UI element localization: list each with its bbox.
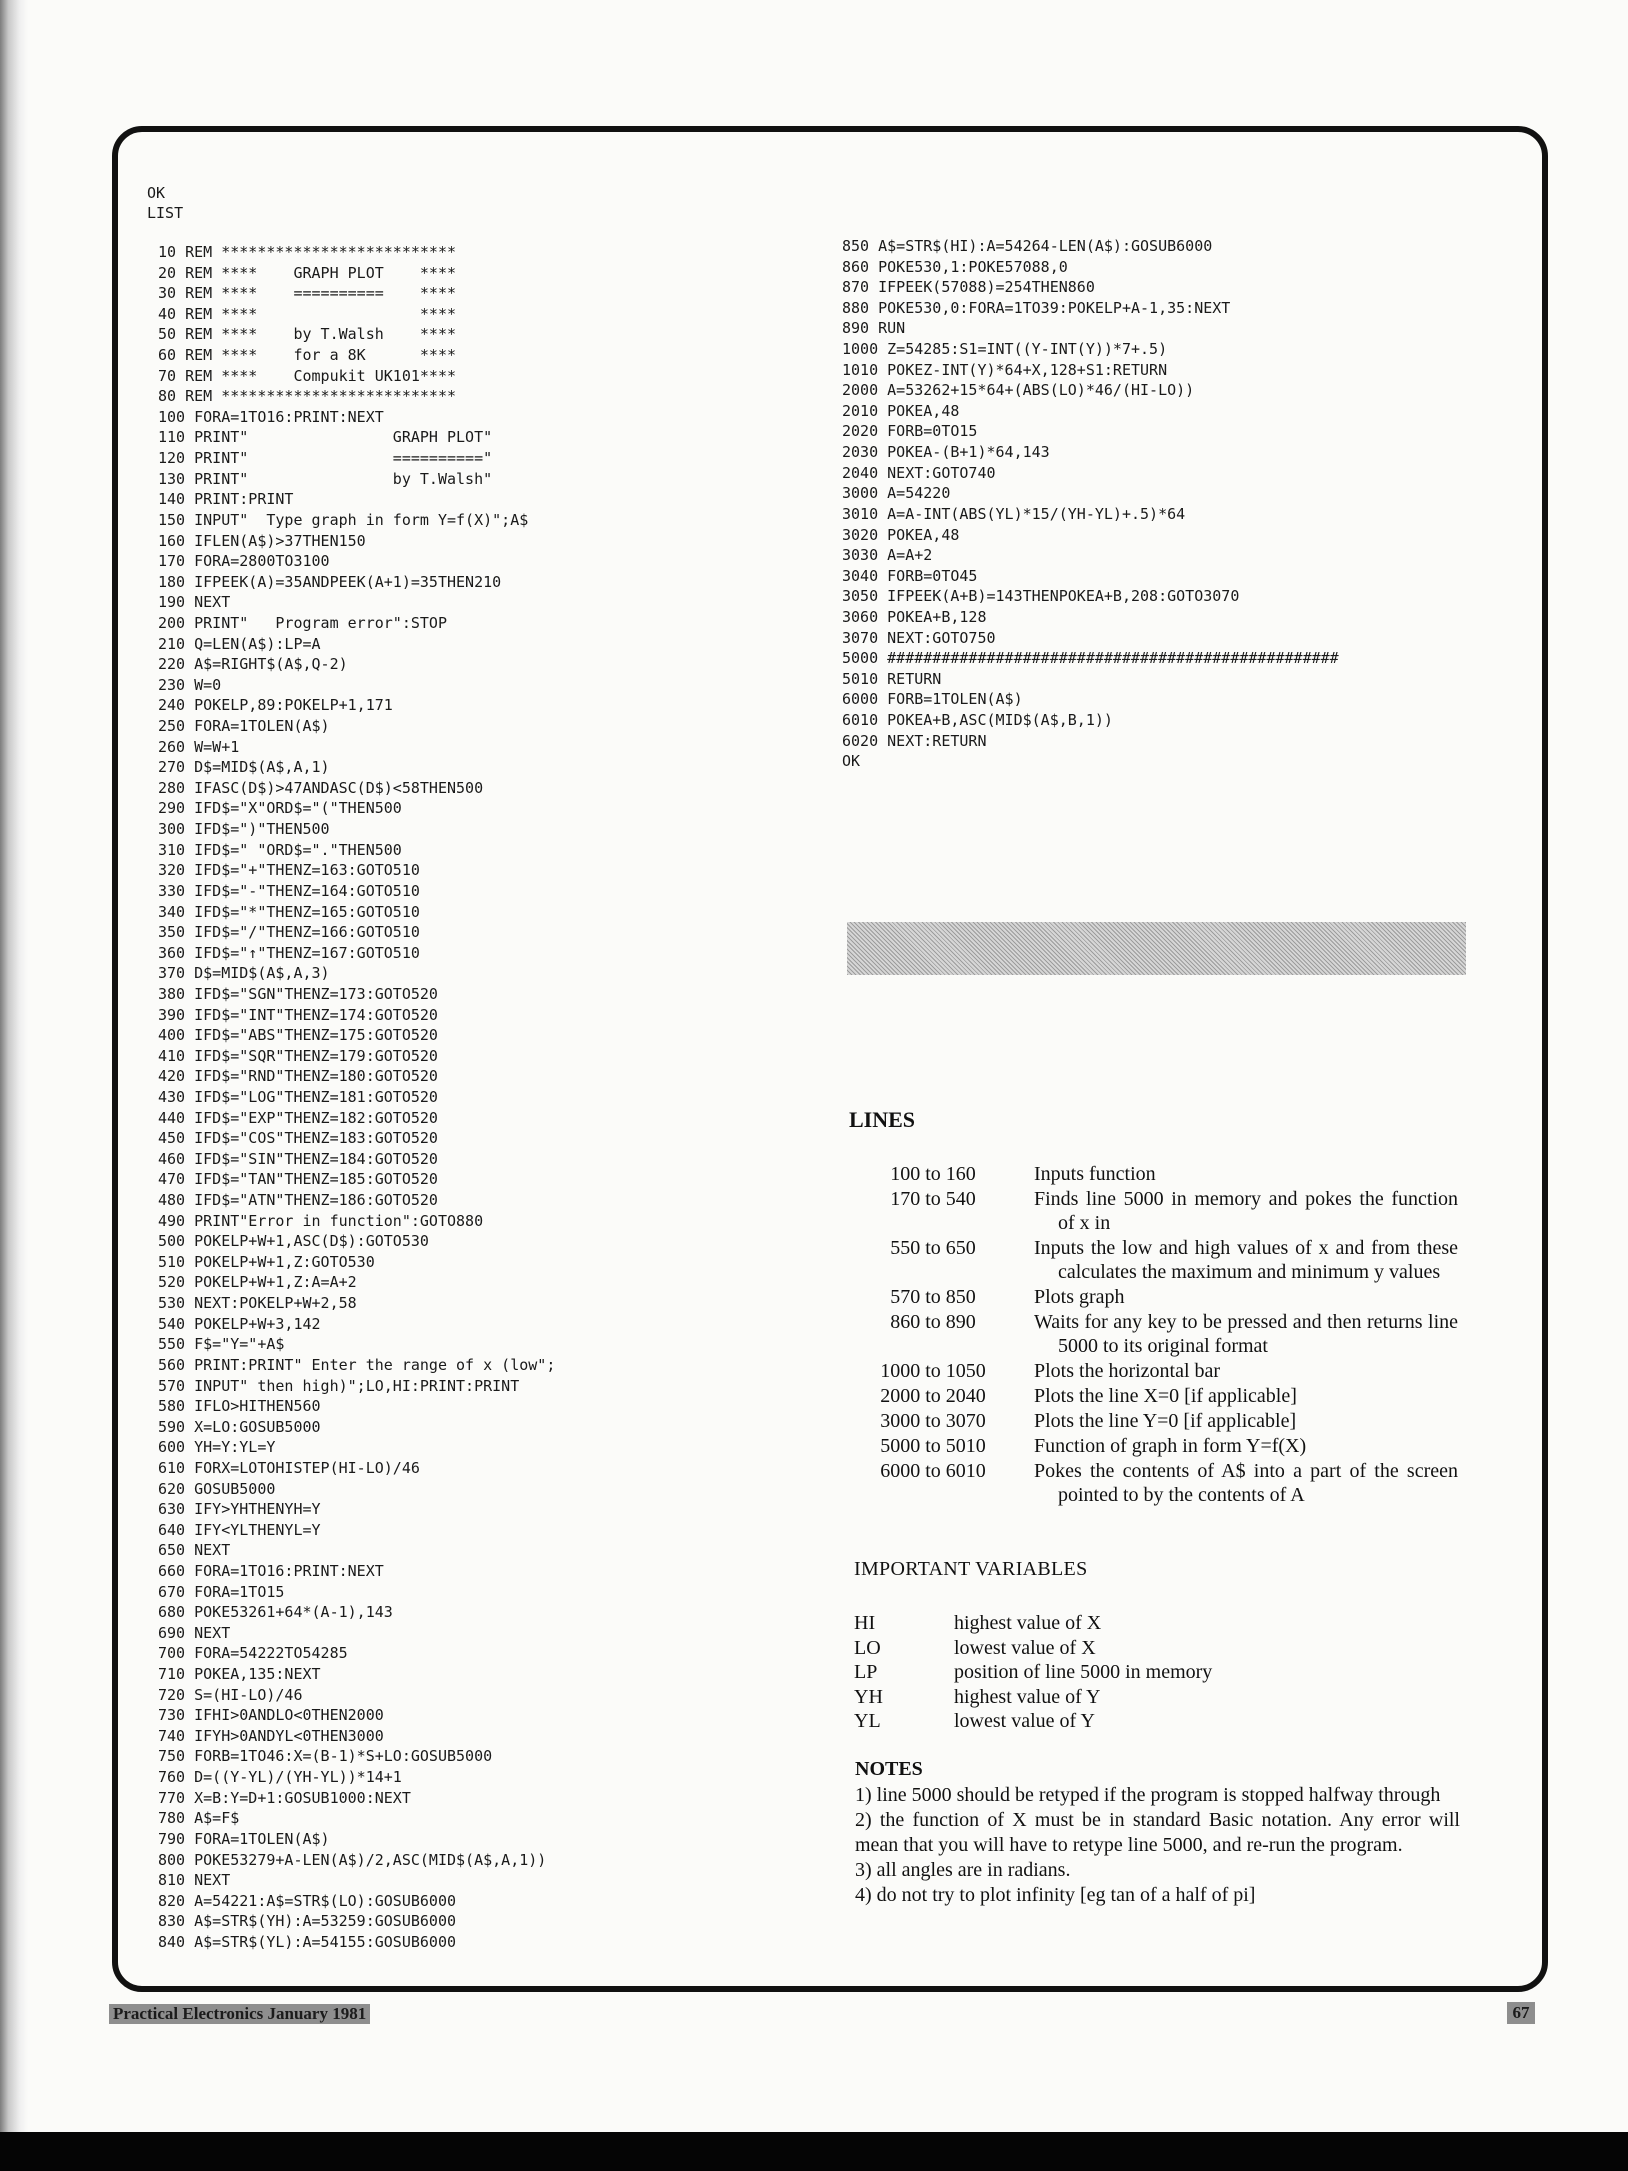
code-line: 520 POKELP+W+1,Z:A=A+2 [158, 1273, 357, 1292]
code-line: 140 PRINT:PRINT [158, 490, 294, 509]
code-line: 830 A$=STR$(YH):A=53259:GOSUB6000 [158, 1912, 457, 1931]
code-line: 160 IFLEN(A$)>37THEN150 [158, 531, 366, 550]
code-line: 2000 A=53262+15*64+(ABS(LO)*46/(HI-LO)) [842, 381, 1195, 400]
code-line: 370 D$=MID$(A$,A,3) [158, 964, 330, 983]
line-range: 3000 to 3070 [880, 1410, 986, 1432]
code-line: 40 REM **** **** [158, 304, 457, 323]
code-line: 3050 IFPEEK(A+B)=143THENPOKEA+B,208:GOTO3070 [842, 587, 1240, 606]
line-range: 6000 to 6010 [880, 1460, 986, 1482]
code-line: 450 IFD$="COS"THENZ=183:GOTO520 [158, 1129, 438, 1148]
code-line: 170 FORA=2800TO3100 [158, 552, 330, 571]
code-line: 670 FORA=1TO15 [158, 1582, 285, 1601]
code-line: 6020 NEXT:RETURN [842, 731, 987, 750]
code-line: 180 IFPEEK(A)=35ANDPEEK(A+1)=35THEN210 [158, 572, 502, 591]
lines-row [848, 1384, 1458, 1409]
line-description: Inputs the low and high values of x and from these calculates the maximum and minimum y values [1034, 1237, 1458, 1283]
code-line: 60 REM **** for a 8K **** [158, 346, 457, 365]
lines-row [848, 1285, 1458, 1310]
code-line: 590 X=LO:GOSUB5000 [158, 1417, 321, 1436]
code-line: 80 REM ************************** [158, 387, 457, 406]
variable-description: lowest value of Y [954, 1710, 1095, 1732]
code-line: 510 POKELP+W+1,Z:GOTO530 [158, 1252, 375, 1271]
code-line: 500 POKELP+W+1,ASC(D$):GOTO530 [158, 1232, 429, 1251]
code-line: 3040 FORB=0TO45 [842, 566, 978, 585]
hatched-rule [847, 922, 1466, 975]
code-line: 410 IFD$="SQR"THENZ=179:GOTO520 [158, 1046, 438, 1065]
code-line: 640 IFY<YLTHENYL=Y [158, 1520, 321, 1539]
line-description: Plots the line Y=0 [if applicable] [1034, 1410, 1297, 1432]
code-line: 20 REM **** GRAPH PLOT **** [158, 263, 457, 282]
variable-description: position of line 5000 in memory [954, 1661, 1213, 1683]
code-line: 270 D$=MID$(A$,A,1) [158, 758, 330, 777]
code-line: 2040 NEXT:GOTO740 [842, 463, 996, 482]
code-line: OK [842, 752, 861, 771]
variable-name: YL [854, 1710, 881, 1732]
code-line: 870 IFPEEK(57088)=254THEN860 [842, 278, 1095, 297]
code-line: 760 D=((Y-YL)/(YH-YL))*14+1 [158, 1768, 402, 1787]
code-line: 30 REM **** ========== **** [158, 284, 457, 303]
code-line: 3030 A=A+2 [842, 546, 933, 565]
line-description: Plots the horizontal bar [1034, 1360, 1221, 1382]
code-line: 660 FORA=1TO16:PRINT:NEXT [158, 1562, 384, 1580]
code-line: 730 IFHI>0ANDLO<0THEN2000 [158, 1706, 384, 1725]
code-line: 560 PRINT:PRINT" Enter the range of x (low"; [158, 1355, 556, 1374]
variable-row [854, 1660, 1212, 1685]
code-line: 5000 ################################################## [842, 649, 1339, 668]
code-line: 190 NEXT [158, 593, 231, 612]
code-line: 6000 FORB=1TOLEN(A$) [842, 690, 1023, 709]
code-line: 120 PRINT" ==========" [158, 449, 493, 468]
line-range: 550 to 650 [890, 1237, 976, 1259]
code-line: 540 POKELP+W+3,142 [158, 1314, 321, 1333]
code-line: 740 IFYH>0ANDYL<0THEN3000 [158, 1726, 384, 1745]
variable-description: lowest value of X [954, 1636, 1096, 1659]
code-line: 100 FORA=1TO16:PRINT:NEXT [158, 407, 384, 426]
code-line: 1010 POKEZ-INT(Y)*64+X,128+S1:RETURN [842, 360, 1168, 379]
code-line: 3070 NEXT:GOTO750 [842, 628, 996, 647]
page-number: 67 [1507, 2002, 1535, 2024]
code-line: 810 NEXT [158, 1871, 231, 1890]
lines-row [848, 1434, 1458, 1459]
code-line: 860 POKE530,1:POKE57088,0 [842, 257, 1068, 276]
code-line: 350 IFD$="/"THENZ=166:GOTO510 [158, 923, 420, 942]
lines-table [848, 1162, 1458, 1508]
line-description: Waits for any key to be pressed and then returns line 5000 to its original format [1034, 1311, 1458, 1357]
code-line: 280 IFASC(D$)>47ANDASC(D$)<58THEN500 [158, 778, 484, 797]
code-line: 490 PRINT"Error in function":GOTO880 [158, 1211, 484, 1230]
code-line: 620 GOSUB5000 [158, 1479, 276, 1498]
variable-name: YH [854, 1685, 883, 1708]
line-description: Pokes the contents of A$ into a part of the screen pointed to by the contents of A [1034, 1460, 1458, 1506]
list-command: LIST [147, 204, 184, 222]
code-line: 700 FORA=54222TO54285 [158, 1644, 348, 1663]
code-line: 310 IFD$=" "ORD$="."THEN500 [158, 840, 402, 859]
code-line: 630 IFY>YHTHENYH=Y [158, 1500, 321, 1519]
code-line: 690 NEXT [158, 1623, 231, 1642]
variable-description: highest value of X [954, 1612, 1102, 1634]
code-line: 360 IFD$="↑"THENZ=167:GOTO510 [158, 943, 420, 962]
line-range: 570 to 850 [890, 1286, 976, 1308]
code-line: 750 FORB=1TO46:X=(B-1)*S+LO:GOSUB5000 [158, 1747, 493, 1766]
line-description: Plots the line X=0 [if applicable] [1034, 1385, 1297, 1407]
code-line: 2010 POKEA,48 [842, 401, 960, 420]
code-line: 3020 POKEA,48 [842, 525, 960, 544]
code-line: 340 IFD$="*"THENZ=165:GOTO510 [158, 902, 420, 921]
code-line: 50 REM **** by T.Walsh **** [158, 325, 457, 344]
line-range: 1000 to 1050 [880, 1360, 986, 1382]
code-line: 680 POKE53261+64*(A-1),143 [158, 1603, 393, 1622]
code-line: 480 IFD$="ATN"THENZ=186:GOTO520 [158, 1191, 438, 1210]
note-item: 2) the function of X must be in standard Basic notation. Any error will mean that you will have to retype line 5000, and re-run the program. [855, 1809, 1460, 1856]
variable-name: LO [854, 1636, 881, 1659]
code-line: 3060 POKEA+B,128 [842, 607, 987, 626]
code-line: 1000 Z=54285:S1=INT((Y-INT(Y))*7+.5) [842, 340, 1168, 359]
ok-prompt: OK [147, 184, 166, 202]
code-line: 200 PRINT" Program error":STOP [158, 613, 447, 632]
code-line: 840 A$=STR$(YL):A=54155:GOSUB6000 [158, 1932, 457, 1951]
code-line: 290 IFD$="X"ORD$="("THEN500 [158, 799, 402, 818]
line-range: 5000 to 5010 [880, 1435, 986, 1457]
binding-shadow [0, 0, 28, 2171]
code-line: 770 X=B:Y=D+1:GOSUB1000:NEXT [158, 1788, 411, 1807]
line-range: 100 to 160 [890, 1163, 976, 1185]
code-line: 820 A=54221:A$=STR$(LO):GOSUB6000 [158, 1891, 457, 1910]
lines-row [848, 1187, 1458, 1236]
code-line: 600 YH=Y:YL=Y [158, 1438, 276, 1457]
code-line: 570 INPUT" then high)";LO,HI:PRINT:PRINT [158, 1376, 520, 1395]
code-line: 6010 POKEA+B,ASC(MID$(A$,B,1)) [842, 711, 1113, 730]
code-line: 530 NEXT:POKELP+W+2,58 [158, 1294, 357, 1313]
code-line: 300 IFD$=")"THEN500 [158, 820, 330, 839]
code-line: 400 IFD$="ABS"THENZ=175:GOTO520 [158, 1026, 438, 1045]
code-line: 440 IFD$="EXP"THENZ=182:GOTO520 [158, 1108, 438, 1127]
lines-row [848, 1459, 1458, 1508]
code-line: 2030 POKEA-(B+1)*64,143 [842, 443, 1050, 462]
code-line: 240 POKELP,89:POKELP+1,171 [158, 696, 393, 715]
line-description: Inputs function [1034, 1163, 1156, 1185]
code-line: 650 NEXT [158, 1541, 231, 1560]
code-line: 380 IFD$="SGN"THENZ=173:GOTO520 [158, 984, 438, 1003]
variables-heading: IMPORTANT VARIABLES [854, 1558, 1088, 1580]
code-line: 890 RUN [842, 319, 906, 338]
code-line: 390 IFD$="INT"THENZ=174:GOTO520 [158, 1005, 438, 1024]
line-description: Plots graph [1034, 1286, 1125, 1308]
variables-list [854, 1611, 1212, 1734]
lines-row [848, 1409, 1458, 1434]
code-line: 550 F$="Y="+A$ [158, 1335, 285, 1354]
lines-heading: LINES [849, 1107, 916, 1132]
code-line: 220 A$=RIGHT$(A$,Q-2) [158, 655, 348, 674]
code-line: 2020 FORB=0TO15 [842, 422, 978, 441]
code-line: 420 IFD$="RND"THENZ=180:GOTO520 [158, 1067, 438, 1086]
code-line: 780 A$=F$ [158, 1809, 240, 1828]
code-line: 790 FORA=1TOLEN(A$) [158, 1829, 330, 1848]
lines-row [848, 1359, 1458, 1384]
publication-footer: Practical Electronics January 1981 [109, 2004, 370, 2024]
code-line: 850 A$=STR$(HI):A=54264-LEN(A$):GOSUB6000 [842, 237, 1213, 255]
code-line: 250 FORA=1TOLEN(A$) [158, 717, 330, 736]
code-line: 70 REM **** Compukit UK101**** [158, 366, 457, 385]
program-listing-right [842, 236, 1502, 772]
variable-name: HI [854, 1612, 876, 1634]
code-line: 130 PRINT" by T.Walsh" [158, 469, 493, 488]
code-line: 260 W=W+1 [158, 737, 240, 756]
variable-row [854, 1685, 1212, 1710]
code-line: 10 REM ************************** [158, 243, 457, 261]
code-line: 800 POKE53279+A-LEN(A$)/2,ASC(MID$(A$,A,1)) [158, 1850, 547, 1869]
variable-row [854, 1611, 1212, 1636]
program-listing-left [158, 242, 808, 1953]
notes-list [855, 1783, 1460, 1908]
code-line: 430 IFD$="LOG"THENZ=181:GOTO520 [158, 1087, 438, 1106]
code-line: 3010 A=A-INT(ABS(YL)*15/(YH-YL)+.5)*64 [842, 504, 1186, 523]
code-line: 460 IFD$="SIN"THENZ=184:GOTO520 [158, 1149, 438, 1168]
code-line: 230 W=0 [158, 675, 222, 694]
code-line: 320 IFD$="+"THENZ=163:GOTO510 [158, 861, 420, 880]
code-line: 330 IFD$="-"THENZ=164:GOTO510 [158, 881, 420, 900]
notes-heading: NOTES [855, 1758, 923, 1780]
code-line: 880 POKE530,0:FORA=1TO39:POKELP+A-1,35:NEXT [842, 298, 1231, 317]
code-line: 720 S=(HI-LO)/46 [158, 1685, 303, 1704]
scan-edge-band [0, 2132, 1628, 2171]
code-line: 5010 RETURN [842, 669, 942, 688]
note-item: 3) all angles are in radians. [855, 1859, 1071, 1881]
variable-row [854, 1636, 1212, 1661]
note-item: 4) do not try to plot infinity [eg tan of a half of pi] [855, 1884, 1256, 1906]
code-line: 110 PRINT" GRAPH PLOT" [158, 428, 493, 447]
line-range: 2000 to 2040 [880, 1385, 986, 1407]
variable-row [854, 1709, 1212, 1734]
code-line: 470 IFD$="TAN"THENZ=185:GOTO520 [158, 1170, 438, 1189]
code-line: 150 INPUT" Type graph in form Y=f(X)";A$ [158, 510, 529, 529]
lines-row [848, 1162, 1458, 1187]
line-description: Function of graph in form Y=f(X) [1034, 1435, 1307, 1457]
variable-name: LP [854, 1661, 878, 1683]
line-description: Finds line 5000 in memory and pokes the function of x in [1034, 1188, 1458, 1234]
code-line: 610 FORX=LOTOHISTEP(HI-LO)/46 [158, 1458, 420, 1477]
line-range: 860 to 890 [890, 1311, 976, 1333]
code-line: 580 IFLO>HITHEN560 [158, 1397, 321, 1416]
variable-description: highest value of Y [954, 1685, 1101, 1708]
line-range: 170 to 540 [890, 1188, 976, 1210]
code-line: 710 POKEA,135:NEXT [158, 1665, 321, 1684]
lines-row [848, 1236, 1458, 1285]
code-line: 210 Q=LEN(A$):LP=A [158, 634, 321, 653]
note-item: 1) line 5000 should be retyped if the program is stopped halfway through [855, 1784, 1441, 1806]
lines-row [848, 1310, 1458, 1359]
code-line: 3000 A=54220 [842, 484, 951, 503]
